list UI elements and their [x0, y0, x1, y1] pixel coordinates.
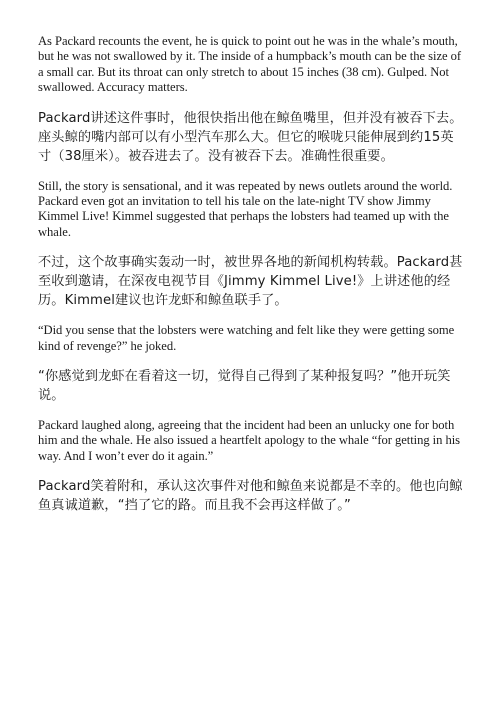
- paragraph-en-3: “Did you sense that the lobsters were watching and felt like they were getting some kind of revenge?” he joked.: [38, 323, 455, 353]
- paragraph-en-2: Still, the story is sensational, and it was repeated by news outlets around the world. Packard even got an invitation to tell his tale on the late-night TV show Jimmy Kimmel Live! Kimmel suggested that perhaps the lobsters had teamed up with the whale.: [38, 178, 453, 239]
- paragraph-zh-4: Packard笑着附和，承认这次事件对他和鲸鱼来说都是不幸的。他也向鲸鱼真诚道歉，“挡了它的路。而且我不会再这样做了。”: [38, 479, 463, 514]
- paragraph-en-4: Packard laughed along, agreeing that the incident had been an unlucky one for both him and the whale. He also issued a heartfelt apology to the whale “for getting in his way. And I won’t ever do it again.”: [38, 418, 461, 463]
- paragraph-zh-1: Packard讲述这件事时，他很快指出他在鲸鱼嘴里，但并没有被吞下去。座头鲸的嘴内部可以有小型汽车那么大。但它的喉咙只能伸展到约15英寸（38厘米）。被吞进去了。没有被吞下去。准确性很重要。: [38, 110, 463, 164]
- document-page: [38, 34, 464, 528]
- paragraph-zh-3: “你感觉到龙虾在看着这一切，觉得自己得到了某种报复吗？”他开玩笑说。: [38, 369, 451, 404]
- paragraph-en-1: As Packard recounts the event, he is quick to point out he was in the whale’s mouth, but he was not swallowed by it. The inside of a humpback’s mouth can be the size of a small car. But its throat can only stretch to about 15 inches (38 cm). Gulped. Not swallowed. Accuracy matters.: [38, 34, 462, 95]
- paragraph-zh-2: 不过，这个故事确实轰动一时，被世界各地的新闻机构转载。Packard甚至收到邀请，在深夜电视节目《Jimmy Kimmel Live!》上讲述他的经历。Kimmel建议也许龙虾和鲸鱼联手了。: [38, 255, 463, 309]
